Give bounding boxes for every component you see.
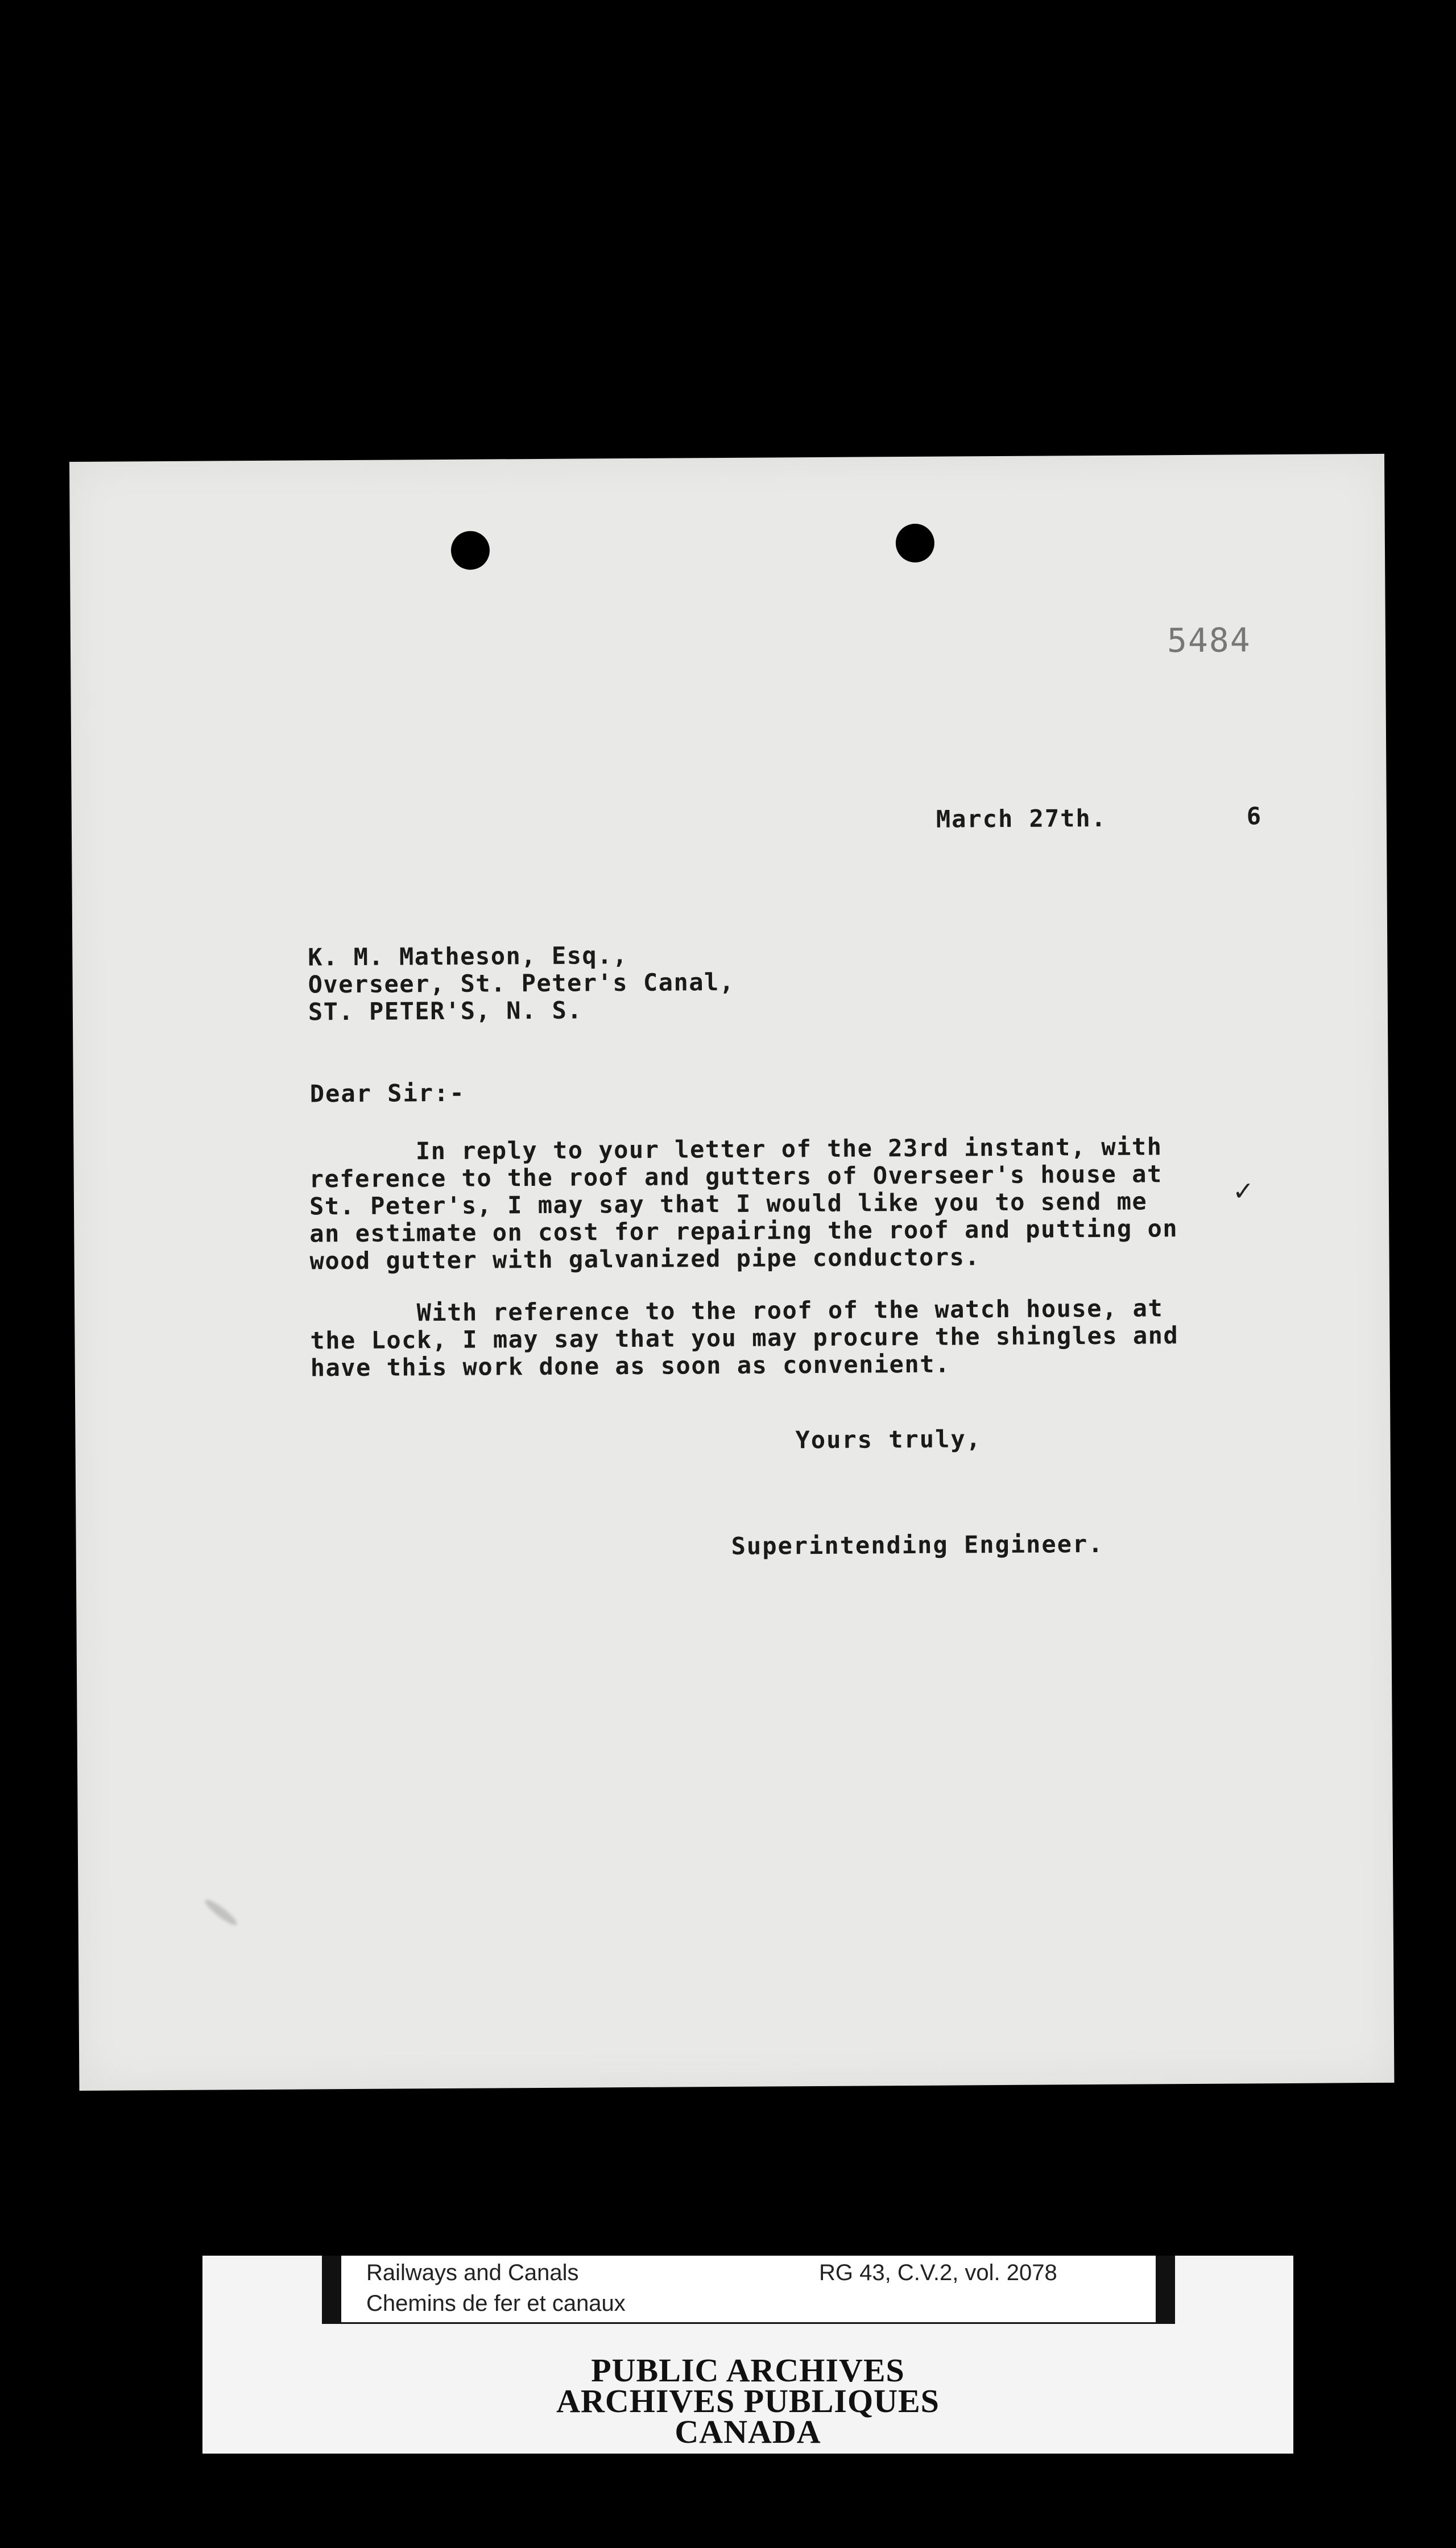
fonds-name-fr: Chemins de fer et canaux	[366, 2291, 626, 2316]
body-paragraph-2	[310, 1294, 1179, 1381]
fonds-name-en: Railways and Canals	[366, 2260, 579, 2285]
body-line: wood gutter with galvanized pipe conductors.	[309, 1243, 981, 1275]
punch-hole-left	[451, 531, 490, 569]
body-line: reference to the roof and gutters of Overseer's house at	[309, 1160, 1163, 1193]
addressee-line: ST. PETER'S, N. S.	[308, 996, 583, 1026]
file-number-stamp: 5484	[1167, 621, 1251, 660]
body-line: an estimate on cost for repairing the roof and putting on	[309, 1214, 1178, 1248]
addressee-line: Overseer, St. Peter's Canal,	[308, 967, 735, 999]
body-line: the Lock, I may say that you may procure the shingles and	[310, 1321, 1179, 1355]
salutation: Dear Sir:-	[309, 1078, 465, 1108]
margin-check-mark: ✓	[1234, 1173, 1252, 1208]
institution-name-en: PUBLIC ARCHIVES	[591, 2352, 905, 2389]
body-line: St. Peter's, I may say that I would like you to send me	[309, 1187, 1148, 1221]
addressee-block	[308, 941, 735, 1026]
institution-name-fr: ARCHIVES PUBLIQUES	[556, 2382, 940, 2419]
body-line: In reply to your letter of the 23rd instant, with	[309, 1132, 1163, 1166]
punch-hole-right	[896, 524, 934, 562]
closing: Yours truly,	[795, 1425, 982, 1454]
addressee-line: K. M. Matheson, Esq.,	[308, 941, 628, 971]
signature-title: Superintending Engineer.	[731, 1529, 1104, 1560]
archive-label	[202, 2256, 1293, 2454]
body-paragraph-1	[309, 1133, 1178, 1275]
body-line: With reference to the roof of the watch house, at	[310, 1294, 1164, 1327]
letter-page	[69, 454, 1394, 2091]
archive-reference: RG 43, C.V.2, vol. 2078	[819, 2260, 1057, 2285]
page-number: 6	[1246, 802, 1263, 830]
paper-smudge	[202, 1897, 239, 1928]
body-line: have this work done as soon as convenient.	[310, 1350, 950, 1382]
archive-reference-box	[322, 2256, 1175, 2324]
letter-date: March 27th.	[936, 804, 1107, 833]
institution-country: CANADA	[675, 2413, 821, 2450]
